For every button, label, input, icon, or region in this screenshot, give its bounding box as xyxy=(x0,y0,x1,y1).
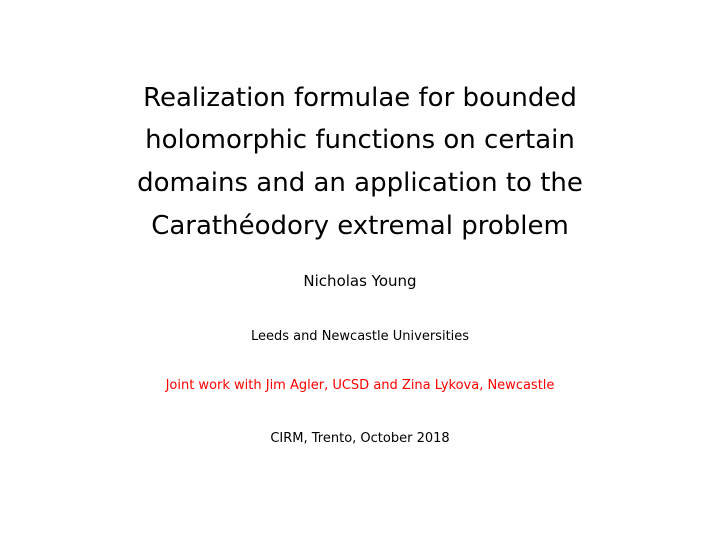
event-info: CIRM, Trento, October 2018 xyxy=(270,431,450,446)
title-line-3: domains and an application to the xyxy=(137,168,583,198)
title-line-4: Carathéodory extremal problem xyxy=(151,211,569,241)
affiliation: Leeds and Newcastle Universities xyxy=(250,329,470,344)
title-line-1: Realization formulae for bounded xyxy=(143,83,577,113)
joint-work-credit: Joint work with Jim Agler, UCSD and Zina Lykova, Newcastle xyxy=(165,378,555,393)
author-name: Nicholas Young xyxy=(303,272,417,290)
title-line-2: holomorphic functions on certain xyxy=(145,125,575,155)
